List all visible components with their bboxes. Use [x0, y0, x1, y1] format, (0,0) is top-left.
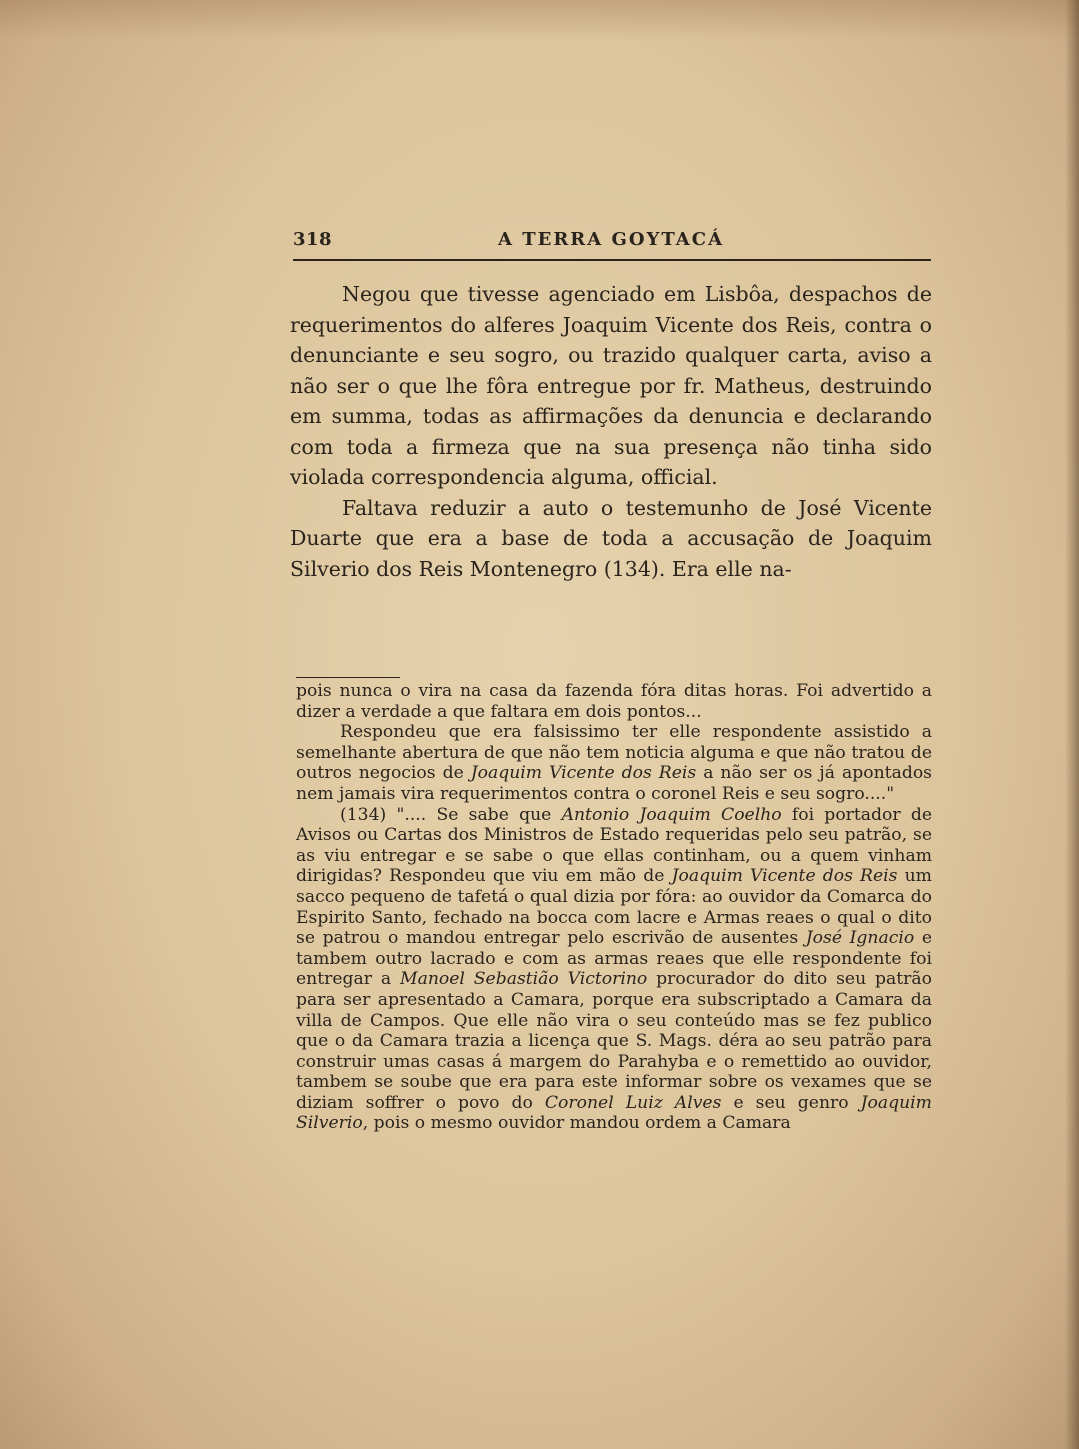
body-paragraph: Negou que tivesse agenciado em Lisbôa, despachos de requerimentos do alferes Joaquim Vicente dos Reis, contra o denunciante e seu sogro, ou trazido qualquer carta, aviso a não ser o que lhe fôra entregue por fr. Matheus, destruindo em summa, todas as affirmações da denuncia e declarando com toda a firmeza que na sua presença não tinha sido violada correspondencia alguma, official.	[290, 282, 932, 489]
page-shadow-right	[1065, 0, 1079, 1449]
footnote-rule	[296, 677, 400, 678]
footnotes	[296, 681, 932, 1134]
running-title: A TERRA GOYTACÁ	[498, 229, 725, 250]
footnote-paragraph: Respondeu que era falsissimo ter elle respondente assistido a semelhante abertura de que não tem noticia alguma e que não tratou de outros negocios de Joaquim Vicente dos Reis a não ser os já apontados nem jamais vira requerimentos contra o coronel Reis e seu sogro...."	[296, 722, 932, 804]
main-text	[290, 279, 932, 584]
footnote-continuation: pois nunca o vira na casa da fazenda fóra ditas horas. Foi advertido a dizer a verdade a que faltara em dois pontos...	[296, 681, 932, 722]
page-number: 318	[293, 229, 333, 250]
body-paragraph: Faltava reduzir a auto o testemunho de José Vicente Duarte que era a base de toda a accusação de Joaquim Silverio dos Reis Montenegro (134). Era elle na-	[290, 495, 932, 581]
footnote-134: (134) ".... Se sabe que Antonio Joaquim Coelho foi portador de Avisos ou Cartas dos Ministros de Estado requeridas pelo seu patrão, se as viu entregar e se sabe o que ellas continham, ou a quem vinham dirigidas? Respondeu que viu em mão de Joaquim Vicente dos Reis um sacco pequeno de tafetá o qual dizia por fóra: ao ouvidor da Comarca do Espirito Santo, fechado na bocca com lacre e Armas reaes o qual o dito se patrou o mandou entregar pelo escrivão de ausentes José Ignacio e tambem outro lacrado e com as armas reaes que elle respondente foi entregar a Manoel Sebastião Victorino procurador do dito seu patrão para ser apresentado a Camara, porque era subscriptado a Camara da villa de Campos. Que elle não vira o seu conteúdo mas se fez publico que o da Camara trazia a licença que S. Mags. déra ao seu patrão para construir umas casas á margem do Parahyba e o remettido ao ouvidor, tambem se soube que era para este informar sobre os vexames que se diziam soffrer o povo do Coronel Luiz Alves e seu genro Joaquim Silverio, pois o mesmo ouvidor mandou ordem a Camara	[296, 804, 933, 1134]
running-header	[293, 229, 931, 261]
page-shadow-top	[0, 0, 1079, 40]
